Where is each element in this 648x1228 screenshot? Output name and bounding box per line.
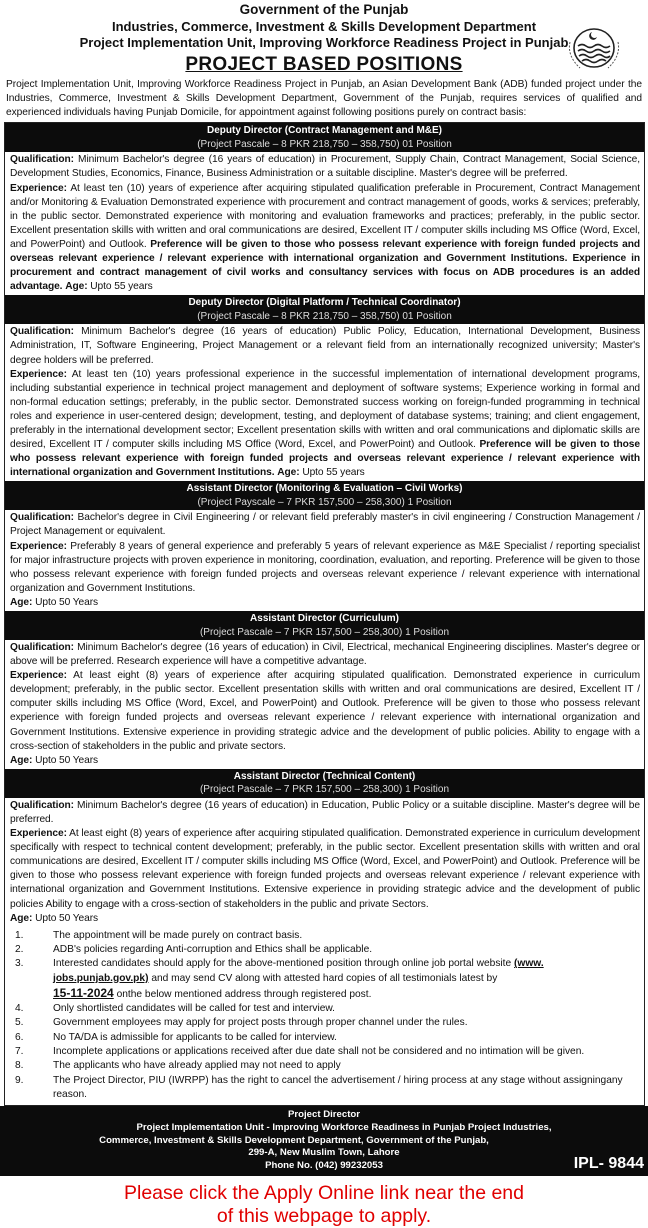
position-details	[5, 324, 644, 481]
note-body	[53, 1016, 468, 1030]
position-header	[5, 481, 644, 510]
preference-text: Preference will be given to those who possess relevant experience with foreign funded projects and overseas relevant experience / relevant experience with international organization and Government Institutions. Extensive experience in providing strategic advice and the development of public policies. Ability to engage with a cross-section of stakeholders in the public and private sectors.	[10, 698, 640, 752]
note-body	[53, 943, 372, 957]
note-number: 9.	[15, 1074, 24, 1086]
note-number: 1.	[15, 929, 24, 941]
experience-text: At least ten (10) years of experience after acquiring stipulated qualification preferable in Procurement, Contract Management and/or Monitoring & Evaluation Demonstrated experience with procurement and contract management of goods, works & services; preferably, in the public sector. Demonstrated experience with monitoring and evaluation frameworks and practices; preferably, in the public sector. Excellent presentation skills with written and oral communications are desired, Excellent IT / computer skills including MS Office (Word, Excel, and PowerPoint) and Outlook.	[10, 182, 640, 250]
experience-label: Experience:	[10, 540, 67, 552]
job-portal-link[interactable]: (www. jobs.punjab.gov.pk)	[53, 958, 544, 984]
note-number: 8.	[15, 1060, 24, 1072]
experience-text: At least eight (8) years of experience after acquiring stipulated qualification. Demonstrated experience in curriculum development; preferably, in the public sector. Excellent presentation skills with written and oral communications are desired, Excellent IT / computer skills including MS Office (Word, Excel, and PowerPoint) and Outlook.	[10, 670, 640, 710]
experience-label: Experience:	[10, 828, 67, 840]
position-details	[5, 798, 644, 927]
qualification-text: Bachelor's degree in Civil Engineering / or relevant field preferably master's in civil engineering / Construction Management / Project Management or equivalent.	[10, 512, 640, 538]
position-section	[5, 611, 644, 769]
footer-address-line: Project Implementation Unit - Improving Workforce Readiness in Punjab Project Industries,	[136, 1121, 552, 1133]
position-section	[5, 123, 644, 295]
qualification-paragraph	[10, 511, 640, 539]
qualification-text: Minimum Bachelor's degree (16 years of education) in Procurement, Supply Chain, Contract Management, Social Science, Development Studies, Economics, Finance, Business Administration or a suitable discipline. Master's degree will be preferred.	[10, 154, 640, 180]
age-limit: Upto 50 Years	[35, 596, 99, 608]
preference-text: Preference will be given to those who possess relevant experience with foreign funded projects and overseas relevant experience / relevant experience with international organization and Government Institutions. Extensive experience in providing strategic advice and the development of public policies Ability to engage with a cross-section of stakeholders in the public and private Sectors.	[10, 856, 640, 910]
age-label: Age:	[10, 754, 33, 766]
position-header	[5, 295, 644, 324]
qualification-paragraph	[10, 641, 640, 669]
qualification-label: Qualification:	[10, 326, 74, 338]
experience-label: Experience:	[10, 670, 67, 682]
experience-label: Experience:	[10, 368, 67, 380]
qualification-text: Minimum Bachelor's degree (16 years of education) in Education, Public Policy or a suitable discipline. Master's degree will be preferred.	[10, 799, 640, 825]
qualification-label: Qualification:	[10, 154, 74, 166]
note-body	[53, 1059, 341, 1073]
note-body	[53, 929, 302, 943]
position-pay-scale: (Project Payscale – 7 PKR 157,500 – 258,300) 1 Position	[197, 496, 452, 508]
experience-text: At least ten (10) years professional experience in the successful implementation of international development programs, including substantial experience in technical project management and deployment of software systems; Experience working in formal and non-formal education settings; preferably, in the public sector. Demonstrated success working on foreign-funded programming in technical roles and experience in user-centered design; development, testing, and deployment of database systems; training; and client engagement, preferably in the international development sector; Excellent presentation skills with written and oral communications and diplomatic skills are desired, Excellent IT / computer skills including MS Office (Word, Excel, and PowerPoint) and Outlook.	[10, 368, 640, 451]
positions-list	[5, 123, 644, 926]
page-title: PROJECT BASED POSITIONS	[185, 53, 463, 75]
qualification-paragraph	[10, 325, 640, 367]
position-title: Assistant Director (Curriculum)	[250, 613, 399, 625]
note-text: The applicants who have already applied may not need to apply	[53, 1060, 341, 1072]
note-text: The appointment will be made purely on contract basis.	[53, 929, 303, 941]
qualification-label: Qualification:	[10, 642, 74, 654]
project-unit-name: Project Implementation Unit, Improving Workforce Readiness Project in Punjab	[79, 35, 569, 50]
note-text: ADB's policies regarding Anti-corruption and Ethics shall be applicable.	[53, 944, 373, 955]
age-limit: Upto 50 Years	[35, 754, 99, 766]
note-text: onthe below mentioned address through registered post.	[116, 988, 372, 1000]
position-details	[5, 640, 644, 769]
age-limit: Upto 55 years	[90, 281, 153, 293]
note-number: 5.	[15, 1017, 24, 1029]
note-item	[11, 1031, 638, 1045]
deadline-date: 15-11-2024	[53, 985, 114, 1000]
note-item	[11, 1059, 638, 1073]
note-text: The Project Director, PIU (IWRPP) has the right to cancel the advertisement / hiring process at any stage without assigningany reason.	[53, 1074, 623, 1100]
punjab-government-logo-icon	[566, 24, 622, 70]
notes-list	[5, 927, 644, 1106]
note-item	[11, 943, 638, 957]
footer-title: Project Director	[288, 1109, 360, 1121]
experience-text: At least eight (8) years of experience after acquiring stipulated qualification. Demonstrated experience in curriculum development specifically with respect to technical content development; preferably, in the public sector. Excellent presentation skills with written and oral communications are desired, Excellent IT / computer skills including MS Office (Word, Excel, and PowerPoint) and Outlook.	[10, 828, 640, 868]
note-body	[53, 1031, 337, 1045]
position-header	[5, 611, 644, 640]
apply-online-notice	[0, 1182, 648, 1228]
note-number: 4.	[15, 1003, 24, 1015]
note-body	[53, 1074, 638, 1103]
note-item	[11, 957, 638, 1002]
position-title: Deputy Director (Contract Management and M&E)	[206, 125, 443, 137]
qualification-label: Qualification:	[10, 799, 74, 811]
preference-text: Preference will be given to those who possess relevant experience with foreign funded projects and overseas relevant experience / relevant experience with international organization and Government Institutions.	[10, 439, 640, 479]
position-details	[5, 510, 644, 611]
position-pay-scale: (Project Pascale – 8 PKR 218,750 – 358,750) 01 Position	[197, 138, 452, 150]
age-limit: Upto 55 years	[302, 467, 365, 479]
note-item	[11, 1002, 638, 1016]
position-header	[5, 123, 644, 152]
note-text: Incomplete applications or applications received after due date shall not be considered and no intimation will be given.	[53, 1046, 585, 1058]
note-body	[53, 1002, 335, 1016]
position-title: Assistant Director (Monitoring & Evaluation – Civil Works)	[186, 483, 463, 495]
age-label: Age:	[10, 596, 33, 608]
ad-reference-number: IPL- 9844	[573, 1155, 644, 1173]
note-item	[11, 1074, 638, 1103]
qualification-paragraph	[10, 153, 640, 181]
position-pay-scale: (Project Pascale – 7 PKR 157,500 – 258,300) 1 Position	[199, 626, 450, 638]
apply-notice-line: of this webpage to apply.	[216, 1204, 432, 1227]
footer-address-line: 299-A, New Muslim Town, Lahore	[248, 1147, 400, 1159]
preference-text: Preference will be given to those who possess relevant experience with foreign funded projects and overseas relevant experience / relevant experience with international organization and Government Institutions. Experience in procurement and contract management of civil works and consultancy services with focus on ADB procedures is an added advantage.	[10, 238, 640, 293]
position-pay-scale: (Project Pascale – 8 PKR 218,750 – 358,750) 01 Position	[197, 310, 452, 322]
age-limit: Upto 50 Years	[35, 912, 99, 924]
contact-footer	[0, 1106, 648, 1176]
note-number: 7.	[15, 1046, 24, 1058]
qualification-text: Minimum Bachelor's degree (16 years of education) in Civil, Electrical, mechanical Engineering disciplines. Master's degree or above will be preferred. Research experience will have a competitive advantage.	[10, 642, 640, 668]
department-name: Industries, Commerce, Investment & Skills Development Department	[111, 18, 537, 34]
position-pay-scale: (Project Pascale – 7 PKR 157,500 – 258,300) 1 Position	[199, 784, 450, 796]
note-number: 3.	[15, 958, 24, 970]
footer-address-line: Commerce, Investment & Skills Development Department, Government of the Punjab,	[99, 1134, 489, 1146]
experience-label: Experience:	[10, 182, 67, 194]
experience-paragraph	[10, 368, 640, 481]
preference-text: Preference will be given to those who possess relevant experience with foreign funded projects and overseas relevant experience / relevant experience with international organization and Government Institutions.	[10, 554, 640, 594]
note-item	[11, 1045, 638, 1059]
note-item	[11, 1016, 638, 1030]
qualification-paragraph	[10, 799, 640, 827]
note-text: Only shortlisted candidates will be called for test and interview.	[53, 1003, 335, 1015]
experience-paragraph	[10, 540, 640, 596]
position-details	[5, 152, 644, 295]
ad-header	[0, 0, 648, 52]
qualification-text: Minimum Bachelor's degree (16 years of education) Public Policy, Education, International Development, Business Administration, IT, Software Engineering, Project Management or a relevant field from an internationally recognized university; Master's degree holders will be preferred.	[10, 326, 640, 366]
position-title: Deputy Director (Digital Platform / Technical Coordinator)	[188, 297, 461, 309]
position-section	[5, 295, 644, 481]
note-number: 2.	[15, 944, 24, 955]
note-text: Government employees may apply for project posts through proper channel under the rules.	[53, 1017, 468, 1029]
footer-phone: Phone No. (042) 99232053	[265, 1160, 383, 1172]
experience-paragraph	[10, 669, 640, 754]
note-item	[11, 929, 638, 943]
note-body	[53, 1045, 584, 1059]
experience-paragraph	[10, 182, 640, 295]
government-name: Government of the Punjab	[239, 2, 409, 17]
positions-box	[4, 122, 645, 1106]
age-label: Age:	[277, 467, 300, 479]
apply-notice-line: Please click the Apply Online link near the end	[124, 1181, 524, 1204]
note-body	[53, 957, 638, 1002]
intro-paragraph: Project Implementation Unit, Improving Workforce Readiness Project in Punjab, an Asian Development Bank (ADB) funded project under the Industries, Commerce, Investment & Skills Development Department, Government of the Punjab, requires services of qualified and experienced individuals having Punjab Domicile, for appointment against following positions purely on contract basis:	[6, 78, 642, 119]
qualification-label: Qualification:	[10, 512, 74, 524]
experience-paragraph	[10, 827, 640, 912]
note-number: 6.	[15, 1031, 24, 1043]
position-section	[5, 769, 644, 927]
position-header	[5, 769, 644, 798]
note-text: No TA/DA is admissible for applicants to be called for interview.	[53, 1031, 337, 1043]
position-title: Assistant Director (Technical Content)	[233, 770, 416, 782]
experience-text: Preferably 8 years of general experience and preferably 5 years of relevant experience as M&E Specialist / reporting specialist for major infrastructure projects with proven experience in monitoring, coordination, evaluation, and reporting.	[10, 540, 640, 566]
note-text: and may send CV along with attested hard copies of all testimonials latest by	[151, 972, 498, 984]
position-section	[5, 481, 644, 611]
age-label: Age:	[10, 912, 33, 924]
note-text: Interested candidates should apply for the above-mentioned position through online job portal website	[53, 958, 512, 970]
age-label: Age:	[65, 281, 88, 293]
